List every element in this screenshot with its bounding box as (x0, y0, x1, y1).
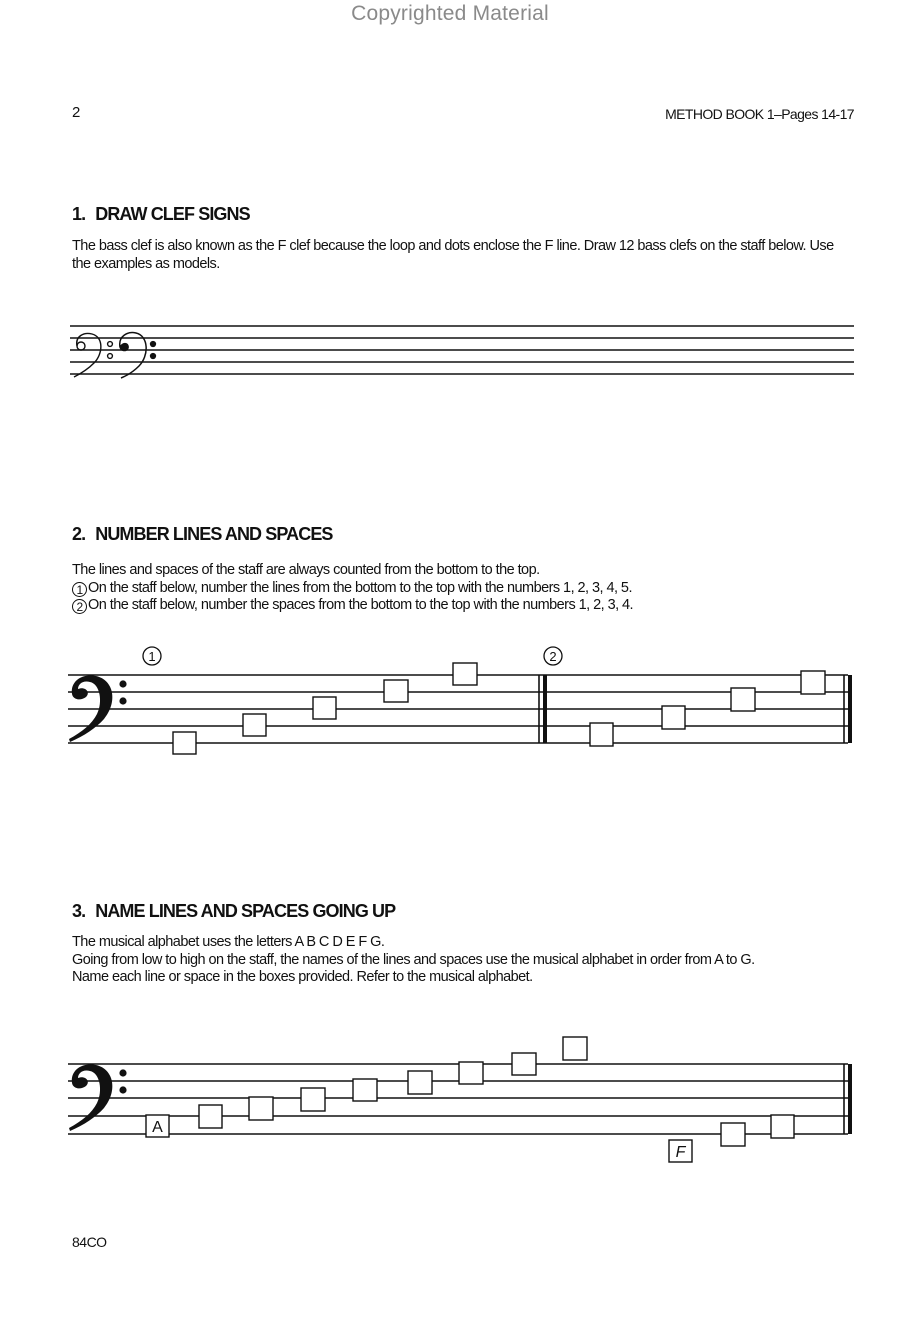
staff-label-1 (143, 647, 161, 665)
bass-clef-model-icon (120, 333, 156, 378)
section-2-intro: The lines and spaces of the staff are always counted from the bottom to the top. (72, 562, 540, 578)
section-3-title: NAME LINES AND SPACES GOING UP (95, 901, 396, 921)
section-1-title: DRAW CLEF SIGNS (95, 204, 250, 224)
page-number: 2 (72, 104, 81, 121)
section-2-step-1 (72, 580, 847, 598)
section-3-line-1: The musical alphabet uses the letters A B C D E F G. (72, 934, 385, 950)
answer-box[interactable] (801, 671, 825, 694)
answer-box[interactable] (512, 1053, 536, 1075)
answer-box[interactable] (563, 1037, 587, 1060)
bass-clef-outline-icon (74, 334, 112, 378)
section-1-number: 1. (72, 204, 86, 224)
section-3-heading (72, 901, 395, 922)
staff-label-1-text: 1 (148, 649, 156, 664)
step-2-text: On the staff below, number the spaces from the bottom to the top with the numbers 1, 2, 3, 4. (88, 597, 634, 613)
section-2-number: 2. (72, 524, 86, 544)
box-letter-f: F (675, 1144, 686, 1161)
answer-box[interactable] (459, 1062, 483, 1084)
staff-label-2-text: 2 (549, 649, 557, 664)
section-3-number: 3. (72, 901, 86, 921)
double-barline (543, 675, 547, 743)
step-1-text: On the staff below, number the lines from the bottom to the top with the numbers 1, 2, 3, 4, 5. (88, 579, 632, 596)
section-1-text: The bass clef is also known as the F clef because the loop and dots enclose the F line. Draw 12 bass clefs on the staff below. Use the examples as models. (72, 238, 834, 272)
section-2-step-2 (72, 597, 847, 615)
answer-box[interactable] (173, 732, 196, 754)
answer-box[interactable] (771, 1115, 794, 1138)
section-2-heading (72, 524, 333, 545)
final-barline (848, 675, 852, 743)
answer-box[interactable] (301, 1088, 325, 1111)
answer-box[interactable] (199, 1105, 222, 1128)
staff-1[interactable] (70, 326, 854, 374)
section-3-line-2: Going from low to high on the staff, the names of the lines and spaces use the musical alphabet in order from A to G. (72, 951, 755, 968)
answer-box[interactable] (721, 1123, 745, 1146)
answer-box[interactable] (731, 688, 755, 711)
answer-box[interactable] (662, 706, 685, 729)
answer-box[interactable] (590, 723, 613, 746)
footer-code: 84CO (72, 1234, 107, 1250)
answer-box[interactable] (453, 663, 477, 685)
box-letter-a: A (152, 1119, 163, 1136)
answer-box[interactable] (243, 714, 266, 736)
answer-box[interactable] (408, 1071, 432, 1094)
watermark: Copyrighted Material (351, 2, 549, 25)
section-3-text (72, 934, 847, 987)
running-title: METHOD BOOK 1–Pages 14-17 (665, 106, 854, 122)
step-2-marker: 2 (72, 599, 87, 614)
section-2-title: NUMBER LINES AND SPACES (95, 524, 333, 544)
step-1-marker: 1 (72, 582, 87, 597)
answer-box[interactable] (249, 1097, 273, 1120)
answer-box[interactable] (313, 697, 336, 719)
section-3-line-3: Name each line or space in the boxes provided. Refer to the musical alphabet. (72, 969, 533, 985)
answer-box[interactable] (384, 680, 408, 702)
section-2-text (72, 562, 847, 615)
staff-label-2 (544, 647, 562, 665)
answer-box[interactable] (353, 1079, 377, 1101)
final-barline (848, 1064, 852, 1134)
